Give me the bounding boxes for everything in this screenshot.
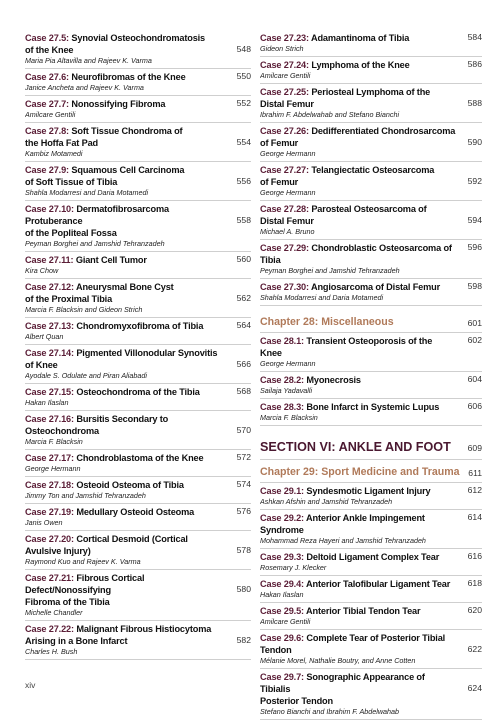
case-number: Case 27.7: [25, 99, 69, 109]
entry-title [260, 671, 482, 707]
entry-authors: Kambiz Motamedi [25, 149, 83, 158]
entry-title [260, 242, 482, 266]
entry-authors: Shahla Modarresi and Daria Motamedi [260, 293, 384, 302]
toc-entry[interactable] [25, 69, 251, 96]
page-number: 594 [467, 215, 482, 225]
chapter-title: Chapter 29: Sport Medicine and Trauma [260, 466, 460, 478]
toc-entry[interactable] [260, 399, 482, 426]
case-number: Case 27.24: [260, 60, 309, 70]
case-title: Chondroblastic Osteosarcoma of Tibia [260, 243, 452, 265]
toc-entry[interactable] [260, 333, 482, 372]
entry-title [25, 533, 251, 557]
case-number: Case 27.13: [25, 321, 74, 331]
toc-entry[interactable] [25, 477, 251, 504]
entry-authors: Amilcare Gentili [260, 71, 311, 80]
case-title: Lymphoma of the Knee [311, 60, 410, 70]
page-number: 580 [236, 584, 251, 594]
entry-title [260, 164, 482, 188]
entry-authors: Janis Owen [25, 518, 63, 527]
case-title: Transient Osteoporosis of the Knee [260, 336, 433, 358]
page-number: 552 [236, 98, 251, 108]
entry-authors: Marcia F. Blacksin [260, 413, 318, 422]
case-number: Case 28.1: [260, 336, 304, 346]
page-number: 601 [467, 318, 482, 328]
entry-authors: Marcia F. Blacksin and Gideon Strich [25, 305, 143, 314]
entry-authors: George Hermann [260, 149, 316, 158]
case-number: Case 27.27: [260, 165, 309, 175]
entry-title [260, 59, 482, 71]
entry-title [260, 485, 482, 497]
toc-entry[interactable] [260, 162, 482, 201]
case-title: Soft Tissue Chondroma of the Hoffa Fat Pad [25, 126, 183, 148]
entry-authors: Peyman Borghei and Jamshid Tehranzadeh [25, 239, 165, 248]
entry-authors: Jimmy Ton and Jamshid Tehranzadeh [25, 491, 146, 500]
entry-title [25, 320, 251, 332]
page-number: 604 [467, 374, 482, 384]
chapter-title: Chapter 28: Miscellaneous [260, 316, 394, 328]
entry-authors: Hakan Ilaslan [260, 590, 304, 599]
case-number: Case 27.18: [25, 480, 74, 490]
page-folio: xiv [25, 680, 36, 690]
case-title: Periosteal Lymphoma of the Distal Femur [260, 87, 431, 109]
entry-title [25, 203, 251, 239]
entry-authors: Sailaja Yadavalli [260, 386, 313, 395]
entry-title [260, 374, 482, 386]
case-number: Case 29.2: [260, 513, 304, 523]
toc-entry[interactable] [25, 162, 251, 201]
entry-authors: Peyman Borghei and Jamshid Tehranzadeh [260, 266, 400, 275]
toc-entry[interactable] [25, 450, 251, 477]
toc-entry[interactable] [260, 84, 482, 123]
toc-entry[interactable] [25, 30, 251, 69]
entry-authors: Gideon Strich [260, 44, 304, 53]
case-number: Case 27.10: [25, 204, 74, 214]
page-number: 562 [236, 293, 251, 303]
toc-entry[interactable] [260, 57, 482, 84]
entry-authors: Maria Pia Altavilla and Rajeev K. Varma [25, 56, 152, 65]
entry-title [25, 98, 251, 110]
case-number: Case 27.5: [25, 33, 69, 43]
entry-title [260, 401, 482, 413]
case-title: Neurofibromas of the Knee [71, 72, 186, 82]
case-title: Cortical Desmoid (Cortical Avulsive Injury) [25, 534, 188, 556]
case-number: Case 27.6: [25, 72, 69, 82]
toc-entry[interactable] [260, 30, 482, 57]
entry-authors: Ayodale S. Odulate and Piran Aliabadi [25, 371, 147, 380]
case-number: Case 28.2: [260, 375, 304, 385]
page-number: 622 [467, 644, 482, 654]
case-number: Case 27.23: [260, 33, 309, 43]
page-number: 588 [467, 98, 482, 108]
entry-authors: Kira Chow [25, 266, 59, 275]
toc-entry[interactable] [260, 603, 482, 630]
case-number: Case 29.7: [260, 672, 304, 682]
entry-authors: Hakan Ilaslan [25, 398, 69, 407]
case-title: Medullary Osteoid Osteoma [76, 507, 195, 517]
entry-authors: Michelle Chandler [25, 608, 83, 617]
entry-authors: Ibrahim F. Abdelwahab and Stefano Bianchi [260, 110, 400, 119]
page-number: 574 [236, 479, 251, 489]
case-number: Case 27.15: [25, 387, 74, 397]
entry-title [25, 623, 251, 647]
case-number: Case 27.28: [260, 204, 309, 214]
toc-entry[interactable] [260, 372, 482, 399]
case-number: Case 27.29: [260, 243, 309, 253]
entry-authors: Charles H. Bush [25, 647, 78, 656]
toc-entry[interactable] [260, 123, 482, 162]
entry-title [25, 32, 251, 56]
case-number: Case 27.20: [25, 534, 74, 544]
toc-entry[interactable] [25, 201, 251, 252]
entry-title [25, 413, 251, 437]
case-number: Case 27.8: [25, 126, 69, 136]
entry-title [25, 506, 251, 518]
toc-entry[interactable] [25, 621, 251, 660]
case-title: Angiosarcoma of Distal Femur [310, 282, 441, 292]
entry-title [260, 203, 482, 227]
entry-authors: Mélanie Morel, Nathalie Boutry, and Anne Cotten [260, 656, 416, 665]
entry-title [260, 281, 482, 293]
toc-entry[interactable] [260, 240, 482, 279]
case-title: Chondromyxofibroma of Tibia [76, 321, 204, 331]
case-title: Chondroblastoma of the Knee [76, 453, 204, 463]
case-title: Anterior Ankle Impingement Syndrome [260, 513, 425, 535]
toc-entry[interactable] [260, 669, 482, 720]
case-title: Myonecrosis [306, 375, 361, 385]
entry-authors: Marcia F. Blacksin [25, 437, 83, 446]
toc-entry[interactable] [25, 411, 251, 450]
page-number: 554 [236, 137, 251, 147]
case-number: Case 27.12: [25, 282, 74, 292]
section-heading[interactable] [260, 426, 482, 460]
case-title: Sonographic Appearance of Tibialis Posterior Tendon [260, 672, 425, 706]
toc-right-column [260, 30, 482, 720]
case-number: Case 27.16: [25, 414, 74, 424]
entry-title [25, 386, 251, 398]
case-number: Case 29.4: [260, 579, 304, 589]
page-number: 611 [468, 468, 482, 478]
page-number: 572 [236, 452, 251, 462]
entry-title [25, 479, 251, 491]
entry-title [260, 551, 482, 563]
entry-title [260, 32, 482, 44]
case-title: Bursitis Secondary to Osteochondroma [25, 414, 169, 436]
case-number: Case 27.9: [25, 165, 69, 175]
toc-entry[interactable] [25, 345, 251, 384]
page-number: 620 [467, 605, 482, 615]
entry-title [25, 71, 251, 83]
toc-entry[interactable] [25, 384, 251, 411]
entry-authors: Amilcare Gentili [25, 110, 76, 119]
case-number: Case 27.30: [260, 282, 309, 292]
entry-title [260, 632, 482, 656]
toc-entry[interactable] [260, 483, 482, 510]
page-number: 596 [467, 242, 482, 252]
case-number: Case 29.1: [260, 486, 304, 496]
page-number: 582 [236, 635, 251, 645]
case-title: Telangiectatic Osteosarcoma of Femur [260, 165, 435, 187]
toc-left-column [25, 30, 251, 660]
case-title: Anterior Talofibular Ligament Tear [306, 579, 451, 589]
case-title: Anterior Tibial Tendon Tear [306, 606, 421, 616]
page-number: 614 [467, 512, 482, 522]
entry-title [260, 578, 482, 590]
page-number: 586 [467, 59, 482, 69]
entry-authors: Michael A. Bruno [260, 227, 315, 236]
case-title: Dermatofibrosarcoma Protuberance of the Popliteal Fossa [25, 204, 169, 238]
case-number: Case 27.25: [260, 87, 309, 97]
chapter-heading[interactable] [260, 306, 482, 333]
toc-entry[interactable] [25, 531, 251, 570]
entry-authors: Mohammad Reza Hayeri and Jamshid Tehranzadeh [260, 536, 426, 545]
entry-title [25, 347, 251, 371]
toc-entry[interactable] [260, 279, 482, 306]
page-number: 592 [467, 176, 482, 186]
chapter-heading[interactable] [260, 460, 482, 483]
case-title: Malignant Fibrous Histiocytoma Arising in a Bone Infarct [25, 624, 212, 646]
page-number: 558 [236, 215, 251, 225]
toc-entry[interactable] [25, 504, 251, 531]
case-number: Case 27.19: [25, 507, 74, 517]
page-number: 564 [236, 320, 251, 330]
entry-authors: George Hermann [25, 464, 81, 473]
entry-title [260, 512, 482, 536]
page-number: 568 [236, 386, 251, 396]
case-number: Case 27.21: [25, 573, 74, 583]
entry-title [25, 164, 251, 188]
section-title: SECTION VI: ANKLE AND FOOT [260, 440, 451, 454]
entry-title [260, 125, 482, 149]
entry-authors: Albert Quan [25, 332, 64, 341]
page-number: 606 [467, 401, 482, 411]
toc-entry[interactable] [25, 252, 251, 279]
case-title: Parosteal Osteosarcoma of Distal Femur [260, 204, 427, 226]
page-number: 576 [236, 506, 251, 516]
case-title: Osteochondroma of the Tibia [76, 387, 200, 397]
page-number: 584 [467, 32, 482, 42]
page-number: 566 [236, 359, 251, 369]
case-title: Adamantinoma of Tibia [310, 33, 410, 43]
entry-authors: George Hermann [260, 359, 316, 368]
toc-entry[interactable] [25, 123, 251, 162]
toc-entry[interactable] [25, 279, 251, 318]
case-title: Complete Tear of Posterior Tibial Tendon [260, 633, 446, 655]
entry-authors: Stefano Bianchi and Ibrahim F. Abdelwahab [260, 707, 400, 716]
entry-title [25, 281, 251, 305]
case-title: Bone Infarct in Systemic Lupus [306, 402, 440, 412]
case-title: Aneurysmal Bone Cyst of the Proximal Tibia [25, 282, 174, 304]
page-number: 598 [467, 281, 482, 291]
toc-entry[interactable] [25, 570, 251, 621]
case-number: Case 29.6: [260, 633, 304, 643]
entry-title [260, 335, 482, 359]
toc-entry[interactable] [260, 201, 482, 240]
page-number: 578 [236, 545, 251, 555]
case-title: Fibrous Cortical Defect/Nonossifying Fibroma of the Tibia [25, 573, 145, 607]
case-title: Deltoid Ligament Complex Tear [306, 552, 440, 562]
entry-authors: Amilcare Gentili [260, 617, 311, 626]
case-title: Pigmented Villonodular Synovitis of Knee [25, 348, 218, 370]
page-number: 624 [467, 683, 482, 693]
entry-title [260, 86, 482, 110]
case-title: Osteoid Osteoma of Tibia [76, 480, 184, 490]
entry-title [260, 605, 482, 617]
entry-title [25, 254, 251, 266]
toc-entry[interactable] [25, 96, 251, 123]
toc-entry[interactable] [260, 576, 482, 603]
toc-entry[interactable] [260, 630, 482, 669]
page-number: 556 [236, 176, 251, 186]
case-number: Case 28.3: [260, 402, 304, 412]
entry-title [25, 452, 251, 464]
page-number: 618 [467, 578, 482, 588]
entry-authors: Raymond Kuo and Rajeev K. Varma [25, 557, 141, 566]
page-number: 548 [236, 44, 251, 54]
entry-authors: Rosemary J. Klecker [260, 563, 327, 572]
entry-authors: Ashkan Afshin and Jamshid Tehranzadeh [260, 497, 393, 506]
toc-entry[interactable] [260, 510, 482, 549]
case-title: Nonossifying Fibroma [71, 99, 166, 109]
case-title: Giant Cell Tumor [75, 255, 147, 265]
entry-authors: Janice Ancheta and Rajeev K. Varma [25, 83, 144, 92]
case-title: Dedifferentiated Chondrosarcoma of Femur [260, 126, 456, 148]
page-number: 550 [236, 71, 251, 81]
case-number: Case 29.5: [260, 606, 304, 616]
toc-entry[interactable] [260, 549, 482, 576]
page-number: 590 [467, 137, 482, 147]
entry-title [25, 125, 251, 149]
case-title: Squamous Cell Carcinoma of Soft Tissue of Tibia [25, 165, 185, 187]
case-title: Synovial Osteochondromatosis of the Knee [25, 33, 206, 55]
case-number: Case 29.3: [260, 552, 304, 562]
case-number: Case 27.22: [25, 624, 74, 634]
page-number: 616 [467, 551, 482, 561]
case-number: Case 27.26: [260, 126, 309, 136]
page-number: 570 [236, 425, 251, 435]
page-number: 612 [467, 485, 482, 495]
case-number: Case 27.14: [25, 348, 74, 358]
page-number: 560 [236, 254, 251, 264]
case-number: Case 27.11: [25, 255, 74, 265]
toc-entry[interactable] [25, 318, 251, 345]
page-number: 609 [467, 443, 482, 453]
entry-title [25, 572, 251, 608]
case-number: Case 27.17: [25, 453, 74, 463]
case-title: Syndesmotic Ligament Injury [306, 486, 431, 496]
page-number: 602 [467, 335, 482, 345]
entry-authors: Shahla Modarresi and Daria Motamedi [25, 188, 149, 197]
entry-authors: George Hermann [260, 188, 316, 197]
